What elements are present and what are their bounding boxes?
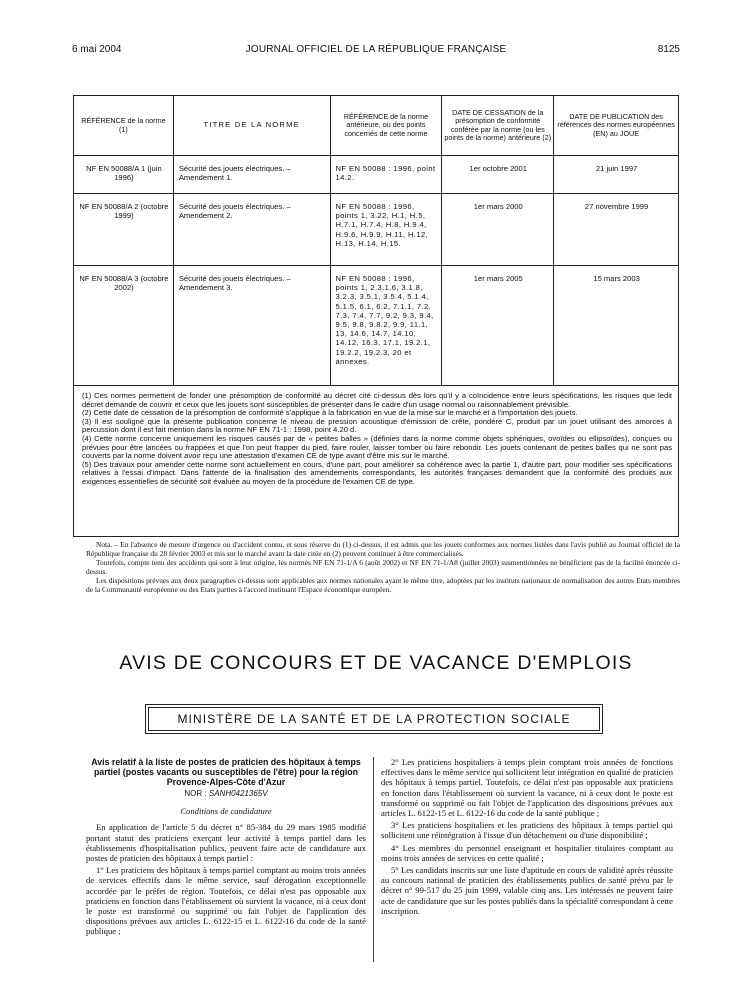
column-header-reference: RÉFÉRENCE de la norme (1) [74,96,174,156]
cell-title: Sécurité des jouets électriques. – Amendement 3. [173,266,330,386]
cell-cessation-date: 1er octobre 2001 [442,156,554,194]
article-paragraph: 2° Les praticiens hospitaliers à temps plein comptant trois années de fonctions effectives dans le même service qui sollicitent leur intégration en qualité de praticien des hôpitaux à temps partiel. Toutefois, ce délai n'est pas opposable aux praticiens en fonction dans l'établissement où survient la vacance, ni à ceux dont le poste est transformé ou supprimé ou fait l'objet de l'application des dispositions prévues aux articles L. 6122-15 et L. 6122-16 du code de la santé publique ; [381,757,673,819]
article-paragraph: 4° Les membres du personnel enseignant et hospitalier titulaires comptant au moins trois années de services en cette qualité ; [381,842,673,863]
footnote: (3) Il est souligné que la présente publication concerne le niveau de pression acoustique d'émission de crête, pondéré C, produit par un jouet utilisant des amorces à percussion dont il est fait mention dans la norme NF EN 71-1 : 1998, point 4.20 d. [82,416,672,435]
ministry-heading: MINISTÈRE DE LA SANTÉ ET DE LA PROTECTION SOCIALE [148,707,600,731]
column-header-prior-reference: RÉFÉRENCE de la norme antérieure, ou des points concernés de cette norme [330,96,442,156]
cell-reference: NF EN 50088/A 2 (octobre 1999) [74,194,174,266]
article-paragraph: 5° Les candidats inscrits sur une liste d'aptitude en cours de validité après réussite au concours national de praticien des établissements publics de santé prévu par le décret n° 99-517 du 25 juin 1999, valable cinq ans. Les intéressés ne peuvent faire acte de candidature que sur les postes publiés dans la spécialité correspondant à cette inscription. [381,865,673,916]
table-notes-row [74,386,679,537]
table-header-row [74,96,679,156]
nota-paragraph: Les dispositions prévues aux deux paragraphes ci-dessus sont applicables aux normes nationales ayant le même titre, adoptées par les instituts nationaux de normalisation des autres Etats membres de la Communauté européenne ou des Etats parties à l'accord instituant l'Espace économique européen. [86,576,680,594]
article-paragraph: En application de l'article 5 du décret n° 85-384 du 29 mars 1985 modifié portant statut des praticiens exerçant leur activité à temps partiel dans les établissements d'hospitalisation publics, peuvent faire acte de candidature aux postes de praticien des hôpitaux à temps partiel : [86,822,366,864]
header-page-number: 8125 [657,44,680,55]
footnote: (2) Cette date de cessation de la présomption de conformité s'applique à la fabrication en vue de la mise sur le marché et à l'importation des jouets. [82,408,578,418]
column-divider [373,757,374,962]
running-header [72,44,680,58]
cell-prior-reference: NF EN 50088 : 1996, point 14.2. [330,156,442,194]
cell-title: Sécurité des jouets électriques. – Amendement 2. [173,194,330,266]
footnote: (4) Cette norme concerne uniquement les risques causés par de « petites balles » (définies dans la norme comme objets sphériques, ovoïdes ou ellipsoïdes), conçues ou prévues pour être lancées ou frappées et que l'on peut frapper du pied, faire rouler, laisser tomber ou faire rebondir. Les jouets contenant de petites balles qui ne sont pas couverts par la norme doivent avoir reçu une attestation d'examen CE de type avant d'être mis sur le marché. [82,433,672,461]
cell-publication-date: 15 mars 2003 [554,266,679,386]
nota-paragraph: Toutefois, compte tenu des accidents qui sont à leur origine, les normes NF EN 71-1/A 6 (août 2002) et NF EN 71-1/A8 (juillet 2003) susmentionnées ne bénéficient pas de la facilité énoncée ci-dessus. [86,558,680,576]
table-row [74,156,679,194]
header-date: 6 mai 2004 [72,44,122,55]
cell-cessation-date: 1er mars 2005 [442,266,554,386]
cell-cessation-date: 1er mars 2000 [442,194,554,266]
conditions-heading: Conditions de candidature [180,806,272,817]
nor-label: NOR : [184,789,207,798]
footnote: (1) Ces normes permettent de fonder une présomption de conformité au décret cité ci-dessus dès lors qu'il y a coïncidence entre leurs spécifications, les risques que ledit décret demande de couvrir et ceux que les jouets sont susceptibles de présenter dans le cadre d'un usage normal ou raisonnablement prévisible. [82,391,672,409]
article-right-column [381,757,673,918]
column-header-title: TITRE DE LA NORME [173,96,330,156]
article-paragraph: 3° Les praticiens hospitaliers et les praticiens des hôpitaux à temps partiel qui sollicitent une réintégration à l'issue d'un détachement ou d'une disponibilité ; [381,820,673,841]
cell-publication-date: 21 juin 1997 [554,156,679,194]
article-paragraph: 1° Les praticiens des hôpitaux à temps partiel comptant au moins trois années de services effectifs dans le même service, sauf dérogation exceptionnelle accordée par le préfet de région. Toutefois, ce délai n'est pas opposable aux praticiens en fonction dans l'établissement où survient la vacance, ni à ceux dont le poste est transformé ou supprimé ou fait l'objet de l'application des dispositions prévues aux articles L. 6122-15 et L. 6122-16 du code de la santé publique ; [86,865,366,937]
nota-paragraph: Nota. – En l'absence de mesure d'urgence ou d'accident connu, et sous réserve du (1) ci-dessus, il est admis que les jouets conformes aux normes listées dans l'avis publié au Journal officiel de la République française du 28 février 2003 et mis sur le marché avant la date citée en (2) peuvent continuer à être commercialisés. [86,540,680,558]
cell-prior-reference: NF EN 50088 : 1996, points 1, 3.22, H.1, H.5, H.7.1, H.7.4, H.8, H.9.4, H.9.6, H.9.9, H.11, H.12, H.13, H.14, H.15. [330,194,442,266]
header-journal-title: JOURNAL OFFICIEL DE LA RÉPUBLIQUE FRANÇAISE [245,44,507,55]
cell-title: Sécurité des jouets électriques. – Amendement 1. [173,156,330,194]
cell-reference: NF EN 50088/A 3 (octobre 2002) [74,266,174,386]
article-left-column [86,757,366,939]
column-header-cessation-date: DATE DE CESSATION de la présomption de conformité conférée par la norme (ou les points de la norme) antérieure (2) [442,96,554,156]
cell-reference: NF EN 50088/A 1 (juin 1996) [74,156,174,194]
article-title: Avis relatif à la liste de postes de praticien des hôpitaux à temps partiel (postes vacants ou susceptibles de l'être) pour la région Provence-Alpes-Côte d'Azur [91,757,361,787]
standards-table [73,95,679,537]
table-footnotes [74,386,679,537]
ministry-heading-box [145,704,603,734]
nota-section [86,541,680,596]
footnote: (5) Des travaux pour amender cette norme sont actuellement en cours, d'une part, pour améliorer sa cohérence avec la partie 1, d'autre part, pour modifier ses spécifications relatives à l'essai d'impact. Dans l'attente de la finalisation des amendements correspondants, les autorités françaises demandent que la conformité des produits aux exigences essentielles de sécurité soit évaluée au moyen de la procédure de l'examen CE de type. [82,459,672,486]
section-title: AVIS DE CONCOURS ET DE VACANCE D'EMPLOIS [119,652,633,674]
table-row [74,194,679,266]
column-header-publication-date: DATE DE PUBLICATION des références des normes européennes (EN) au JOUE [554,96,679,156]
table-row [74,266,679,386]
nor-code: SANH0421365V [208,789,268,798]
cell-publication-date: 27 novembre 1999 [554,194,679,266]
cell-prior-reference: NF EN 50088 : 1996, points 1, 2.3.1.6, 3.1.8, 3.2.3, 3.5.1, 3.5.4, 5.1.4, 5.1.5, 6.1, 6.2, 7.1.1, 7.2, 7.3, 7.4, 7.7, 9.2, 9.3, 9.4, 9.5, 9.8, 9.8.2, 9.9, 11.1, 13, 14.6, 14.7, 14.10, 14.12, 16.3, 17.1, 19.2.1, 19.2.2, 19.2.3, 20 et annexes. [330,266,442,386]
nor-reference [86,789,366,799]
